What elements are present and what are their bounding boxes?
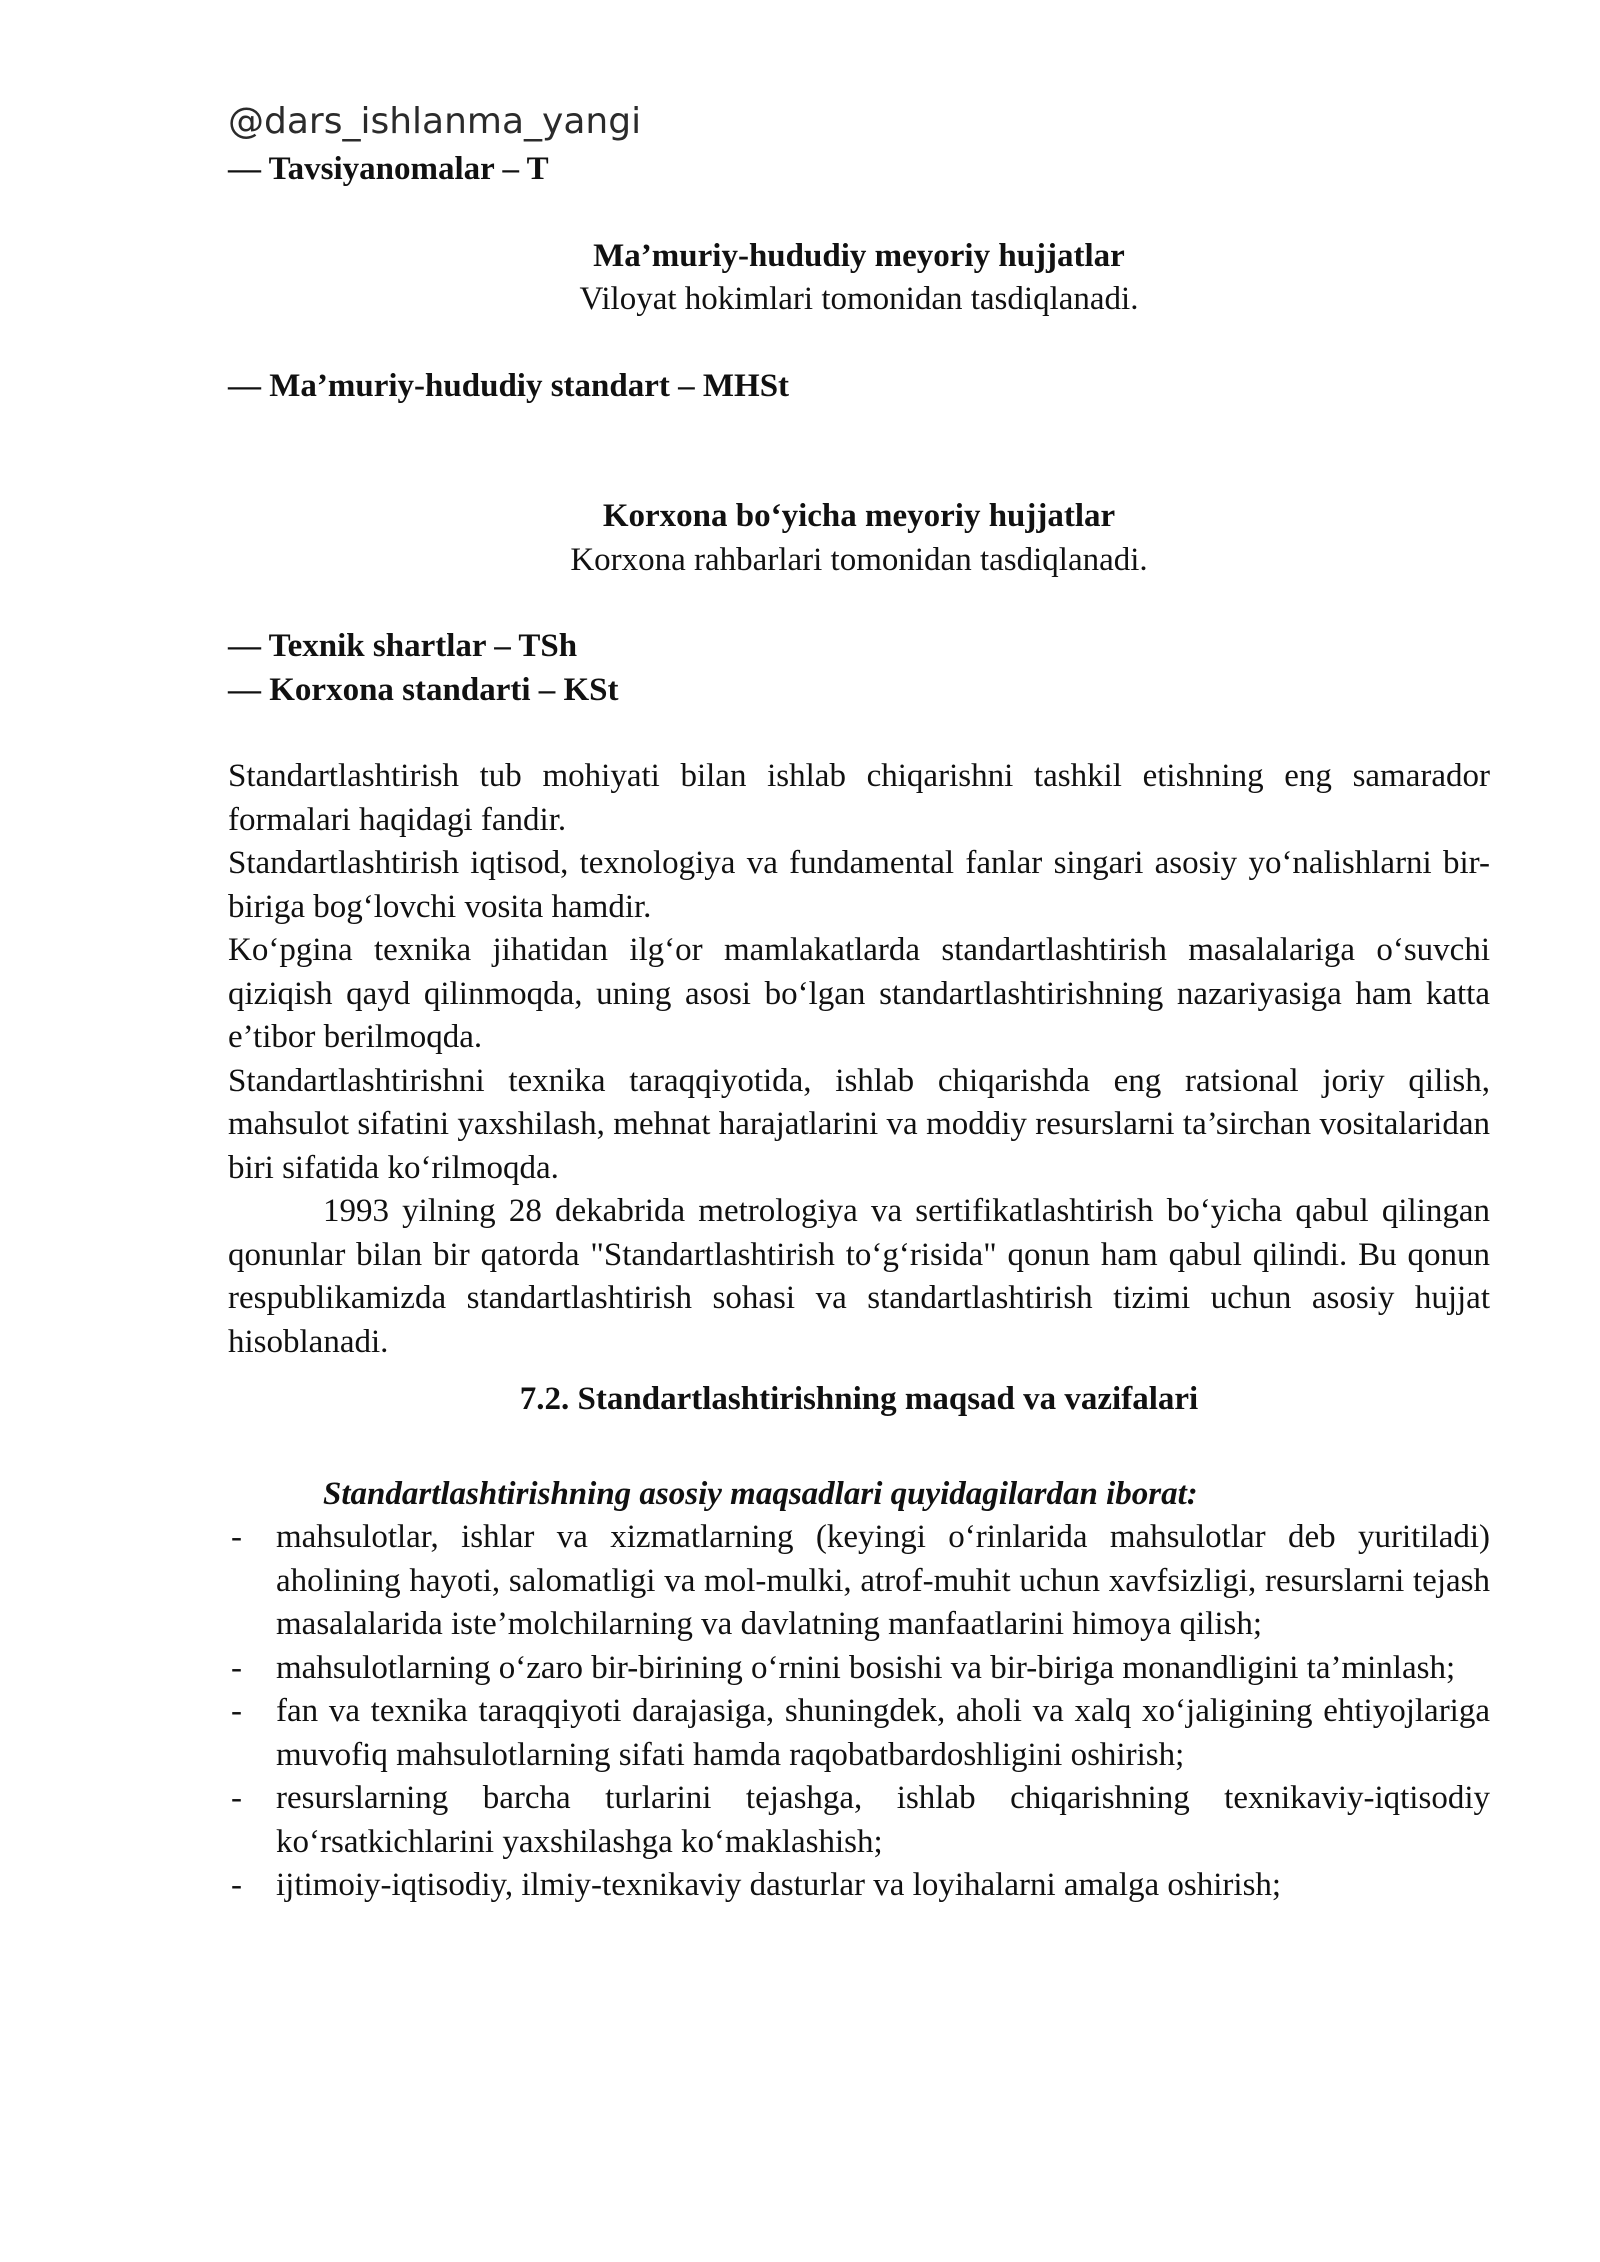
list-item (228, 1777, 1490, 1864)
list-item (228, 1864, 1490, 1908)
paragraph: Standartlashtirish tub mohiyati bilan ishlab chiqarishni tashkil etishning eng samarador formalari haqidagi fandir. (228, 758, 1490, 838)
section-heading: 7.2. Standartlashtirishning maqsad va vazifalari (519, 1381, 1199, 1417)
list-item (228, 1690, 1490, 1777)
enterprise-standard-item: — Korxona standarti – KSt (228, 671, 619, 708)
list-item-text: ijtimoiy-iqtisodiy, ilmiy-texnikaviy dasturlar va loyihalarni amalga oshirish; (276, 1867, 1282, 1903)
dash-bullet: - (231, 1780, 242, 1816)
regional-standard-item: — Ma’muriy-hududiy standart – MHSt (228, 367, 790, 404)
dash-bullet: - (231, 1867, 242, 1903)
regional-docs-heading: Ma’muriy-hududiy meyoriy hujjatlar (593, 237, 1125, 274)
list-item-text: mahsulotlar, ishlar va xizmatlarning (keyingi o‘rinlarida mahsulotlar deb yuritiladi) aholining hayoti, salomatligi va mol-mulki, atrof-muhit uchun xavfsizligi, resurslarni tejash masalalarida iste’molchilarning va davlatning manfaatlarini himoya qilish; (276, 1519, 1490, 1642)
list-item-text: mahsulotlarning o‘zaro bir-birining o‘rnini bosishi va bir-biriga monandligini ta’minlash; (276, 1649, 1456, 1686)
dash-bullet: - (231, 1693, 242, 1729)
paragraph: 1993 yilning 28 dekabrida metrologiya va sertifikatlashtirish bo‘yicha qabul qilingan qonunlar bilan bir qatorda "Standartlashtirish to‘g‘risida" qonun ham qabul qilindi. Bu qonun respublikamizda standartlashtirish sohasi va standartlashtirish tizimi uchun asosiy hujjat hisoblanadi. (228, 1193, 1490, 1360)
goals-list (228, 1516, 1490, 1908)
list-item-text: fan va texnika taraqqiyoti darajasiga, shuningdek, aholi va xalq xo‘jaligining ehtiyojlariga muvofiq mahsulotlarning sifati hamda raqobatbardoshligini oshirish; (276, 1693, 1490, 1773)
document-body (228, 96, 1490, 1908)
goals-intro: Standartlashtirishning asosiy maqsadlari quyidagilardan iborat: (323, 1475, 1198, 1512)
list-item (228, 1516, 1490, 1647)
dash-bullet: - (231, 1649, 242, 1686)
list-item (228, 1647, 1490, 1691)
enterprise-docs-subheading: Korxona rahbarlari tomonidan tasdiqlanadi. (570, 541, 1148, 578)
enterprise-docs-heading: Korxona bo‘yicha meyoriy hujjatlar (602, 498, 1116, 534)
regional-docs-subheading: Viloyat hokimlari tomonidan tasdiqlanadi. (579, 281, 1139, 317)
technical-conditions-item: — Texnik shartlar – TSh (228, 628, 578, 664)
paragraph: Standartlashtirishni texnika taraqqiyotida, ishlab chiqarishda eng ratsional joriy qilish, mahsulot sifatini yaxshilash, mehnat harajatlarini va moddiy resurslarni ta’sirchan vositalaridan biri sifatida ko‘rilmoqda. (228, 1062, 1490, 1186)
list-item-text: resurslarning barcha turlarini tejashga, ishlab chiqarishning texnikaviy-iqtisodiy ko‘rsatkichlarini yaxshilashga ko‘maklashish; (276, 1780, 1490, 1860)
paragraph: Ko‘pgina texnika jihatidan ilg‘or mamlakatlarda standartlashtirish masalalariga o‘suvchi qiziqish qayd qilinmoqda, uning asosi bo‘lgan standartlashtirishning nazariyasiga ham katta e’tibor berilmoqda. (228, 932, 1490, 1055)
paragraph: Standartlashtirish iqtisod, texnologiya va fundamental fanlar singari asosiy yo‘nalishlarni bir-biriga bog‘lovchi vosita hamdir. (228, 845, 1490, 925)
dash-bullet: - (231, 1519, 242, 1555)
channel-watermark: @dars_ishlanma_yangi (228, 101, 642, 142)
recommendations-item: — Tavsiyanomalar – T (228, 151, 549, 187)
